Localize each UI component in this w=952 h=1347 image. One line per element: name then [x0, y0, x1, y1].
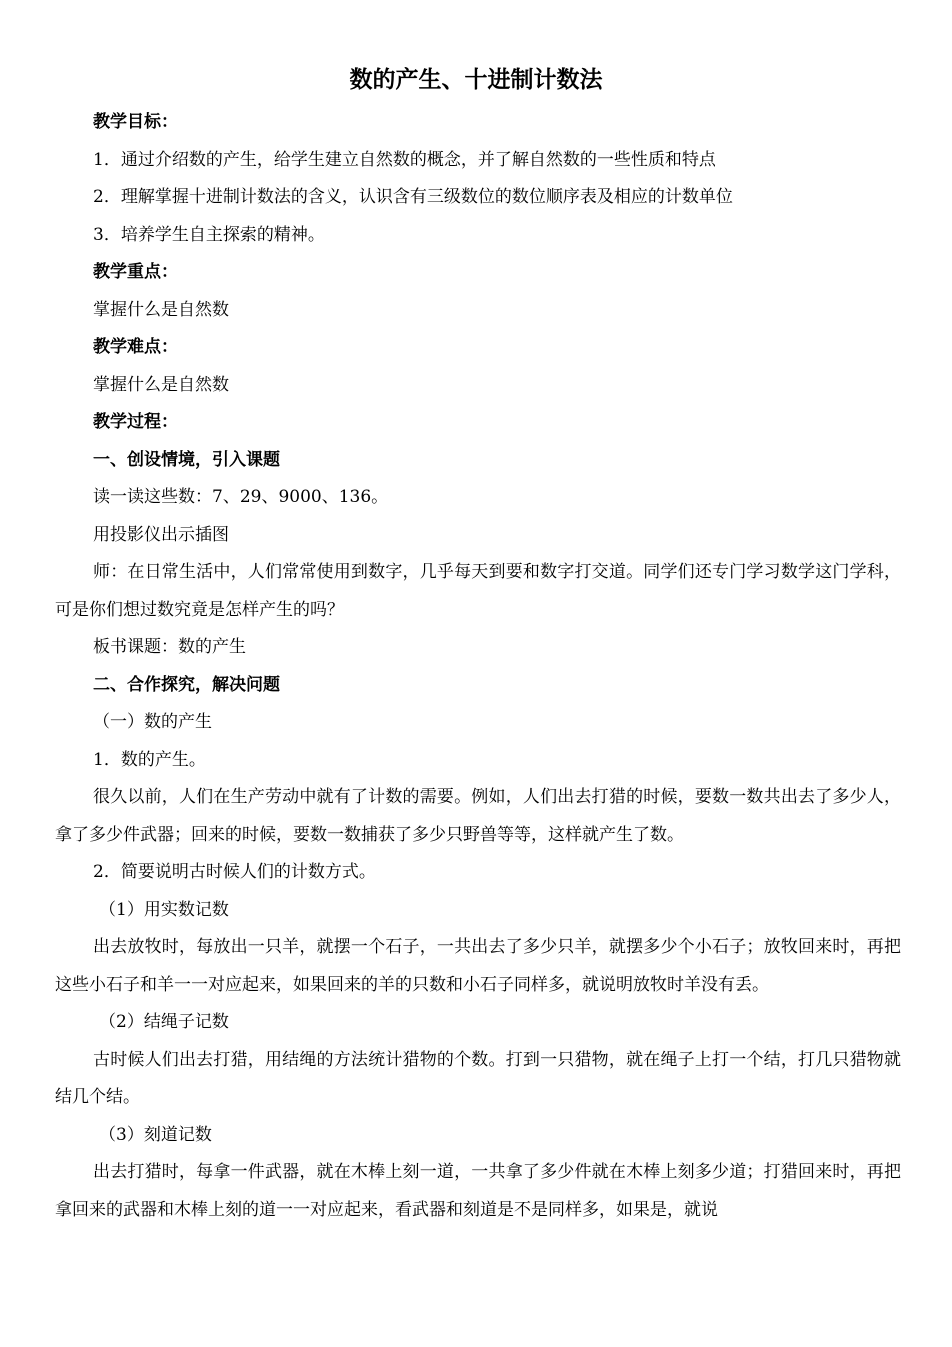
- document-title: 数的产生、十进制计数法: [349, 66, 603, 93]
- document-body: [55, 104, 901, 1229]
- counting-way-3-heading: （3）刻道记数: [99, 1124, 212, 1145]
- goal-item-1: 1．通过介绍数的产生，给学生建立自然数的概念，并了解自然数的一些性质和特点: [93, 149, 716, 170]
- teacher-talk-text: 师：在日常生活中，人们常常使用到数字，几乎每天到要和数字打交道。同学们还专门学习数学这门学科，可是你们想过数究竟是怎样产生的吗？: [55, 562, 901, 620]
- counting-way-1-heading: （1）用实数记数: [99, 899, 229, 920]
- goal-item-2: 2．理解掌握十进制计数法的含义，认识含有三级数位的数位顺序表及相应的计数单位: [93, 187, 733, 207]
- projector-text: 用投影仪出示插图: [93, 524, 229, 545]
- read-numbers-text: 读一读这些数：7、29、9000、136。: [93, 487, 389, 507]
- section-2-heading: 二、合作探究，解决问题: [93, 674, 280, 695]
- key-point-text: 掌握什么是自然数: [93, 299, 229, 320]
- subsection-1-heading: （一）数的产生: [93, 712, 212, 732]
- goal-heading: 教学目标：: [93, 112, 178, 132]
- difficulty-text: 掌握什么是自然数: [93, 374, 229, 395]
- item-1-heading: 1．数的产生。: [93, 749, 206, 770]
- counting-way-2-heading: （2）结绳子记数: [99, 1012, 229, 1032]
- goal-item-3: 3．培养学生自主探索的精神。: [93, 224, 325, 245]
- item-2-heading: 2．简要说明古时候人们的计数方式。: [93, 862, 376, 882]
- process-heading: 教学过程：: [93, 412, 178, 432]
- section-1-heading: 一、创设情境，引入课题: [93, 449, 280, 470]
- difficulty-heading: 教学难点：: [93, 337, 178, 357]
- counting-way-2-text: 古时候人们出去打猎，用结绳的方法统计猎物的个数。打到一只猎物，就在绳子上打一个结，打几只猎物就结几个结。: [55, 1049, 901, 1107]
- key-point-heading: 教学重点：: [93, 262, 178, 282]
- board-title-text: 板书课题：数的产生: [93, 637, 246, 657]
- item-1-text: 很久以前，人们在生产劳动中就有了计数的需要。例如，人们出去打猎的时候，要数一数共出去了多少人，拿了多少件武器；回来的时候，要数一数捕获了多少只野兽等等，这样就产生了数。: [55, 787, 901, 845]
- counting-way-3-text: 出去打猎时，每拿一件武器，就在木棒上刻一道，一共拿了多少件就在木棒上刻多少道；打猎回来时，再把拿回来的武器和木棒上刻的道一一对应起来，看武器和刻道是不是同样多，如果是，就说: [55, 1162, 901, 1220]
- counting-way-1-text: 出去放牧时，每放出一只羊，就摆一个石子，一共出去了多少只羊，就摆多少个小石子；放牧回来时，再把这些小石子和羊一一对应起来，如果回来的羊的只数和小石子同样多，就说明放牧时羊没有丢。: [55, 937, 901, 995]
